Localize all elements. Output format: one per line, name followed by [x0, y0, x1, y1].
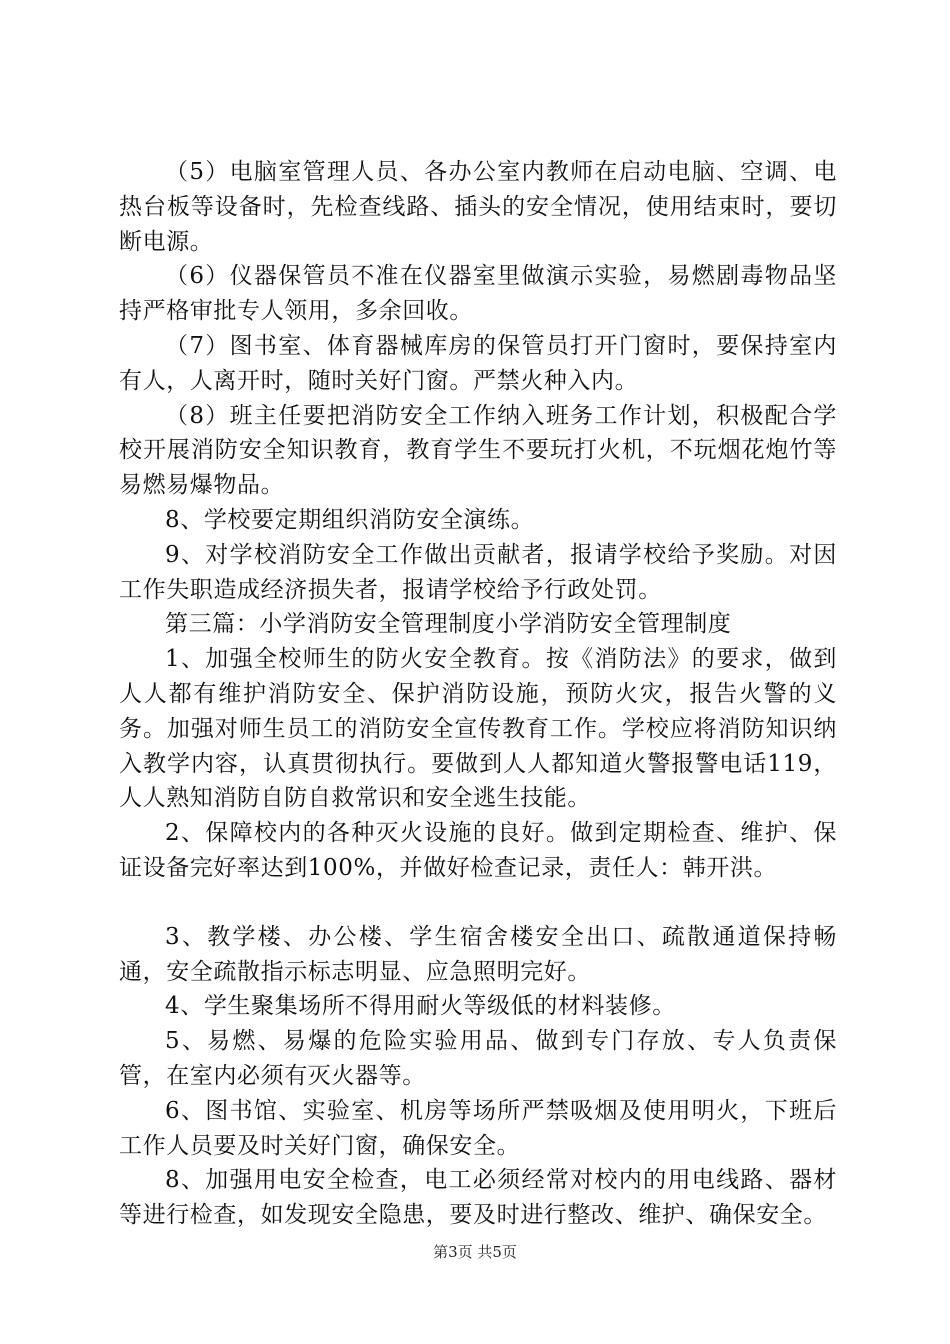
paragraph-rewards: 9、对学校消防安全工作做出贡献者，报请学校给予奖励。对因工作失职造成经济损失者，报请学校给予行政处罚。 — [119, 541, 837, 603]
paragraph-item-7: （7）图书室、体育器械库房的保管员打开门窗时，要保持室内有人，人离开时，随时关好门窗。严禁火种入内。 — [119, 332, 837, 394]
paragraph-no-smoking: 6、图书馆、实验室、机房等场所严禁吸烟及使用明火，下班后工作人员要及时关好门窗，确保安全。 — [119, 1097, 837, 1159]
paragraph-item-6: （6）仪器保管员不准在仪器室里做演示实验，易燃剧毒物品坚持严格审批专人领用，多余回收。 — [119, 263, 837, 325]
paragraph-exits: 3、教学楼、办公楼、学生宿舍楼安全出口、疏散通道保持畅通，安全疏散指示标志明显、应急照明完好。 — [119, 923, 837, 985]
paragraph-drill: 8、学校要定期组织消防安全演练。 — [165, 506, 535, 533]
page-number: 第3页 共5页 — [433, 1243, 517, 1261]
paragraph-education: 1、加强全校师生的防火安全教育。按《消防法》的要求，做到人人都有维护消防安全、保护消防设施，预防火灾，报告火警的义务。加强对师生员工的消防安全宣传教育工作。学校应将消防知识纳入教学内容，认真贯彻执行。要做到人人都知道火警报警电话119，人人熟知消防自防自救常识和安全逃生技能。 — [119, 646, 837, 812]
paragraph-facilities: 2、保障校内的各种灭火设施的良好。做到定期检查、维护、保证设备完好率达到100%，并做好检查记录，责任人：韩开洪。 — [119, 820, 837, 881]
paragraph-materials: 4、学生聚集场所不得用耐火等级低的材料装修。 — [165, 993, 676, 1020]
paragraph-item-5: （5）电脑室管理人员、各办公室内教师在启动电脑、空调、电热台板等设备时，先检查线路、插头的安全情况，使用结束时，要切断电源。 — [119, 159, 837, 255]
paragraph-hazardous: 5、易燃、易爆的危险实验用品、做到专门存放、专人负责保管，在室内必须有灭火器等。 — [119, 1028, 837, 1089]
section-heading: 第三篇：小学消防安全管理制度小学消防安全管理制度 — [165, 611, 732, 638]
paragraph-electrical: 8、加强用电安全检查，电工必须经常对校内的用电线路、器材等进行检查，如发现安全隐患，要及时进行整改、维护、确保安全。 — [119, 1167, 837, 1229]
paragraph-item-8: （8）班主任要把消防安全工作纳入班务工作计划，积极配合学校开展消防安全知识教育，教育学生不要玩打火机，不玩烟花炮竹等易燃易爆物品。 — [119, 402, 837, 499]
document-body — [119, 155, 837, 1233]
